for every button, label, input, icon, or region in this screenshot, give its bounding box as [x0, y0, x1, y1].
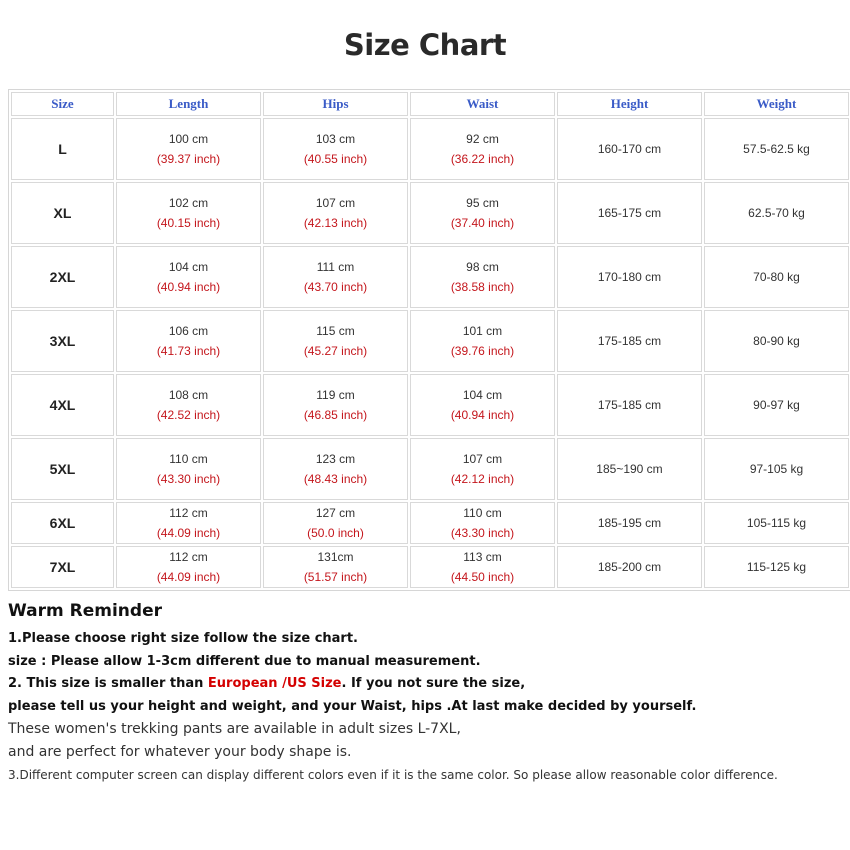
hips-cell — [263, 182, 408, 244]
length-cell — [116, 502, 261, 544]
waist-inch-value: (44.50 inch) — [450, 570, 515, 584]
reminder-line-7: 3.Different computer screen can display different colors even if it is the same color. So please allow reasonable color difference. — [8, 768, 778, 782]
weight-cell: 115-125 kg — [704, 546, 849, 588]
length-cell — [116, 246, 261, 308]
waist-inch-value: (36.22 inch) — [450, 152, 515, 166]
table-row — [11, 502, 849, 544]
waist-cell — [410, 246, 555, 308]
hips-inch-value: (46.85 inch) — [303, 408, 368, 422]
table-row — [11, 546, 849, 588]
length-inch-value: (40.94 inch) — [156, 280, 221, 294]
waist-inch-value: (43.30 inch) — [450, 526, 515, 540]
length-cell — [116, 310, 261, 372]
length-cm-value: 110 cm — [169, 452, 208, 466]
weight-cell: 105-115 kg — [704, 502, 849, 544]
length-inch-value: (41.73 inch) — [156, 344, 221, 358]
reminder-line-6: and are perfect for whatever your body shape is. — [8, 743, 352, 760]
length-cm-value: 112 cm — [169, 550, 208, 564]
weight-cell: 97-105 kg — [704, 438, 849, 500]
hips-inch-value: (40.55 inch) — [303, 152, 368, 166]
height-cell: 175-185 cm — [557, 310, 702, 372]
waist-cm-value: 113 cm — [463, 550, 502, 564]
waist-inch-value: (40.94 inch) — [450, 408, 515, 422]
reminder-line-2: size : Please allow 1-3cm different due to manual measurement. — [8, 653, 481, 669]
weight-cell: 80-90 kg — [704, 310, 849, 372]
size-cell: 3XL — [11, 310, 114, 372]
hips-inch-value: (42.13 inch) — [303, 216, 368, 230]
size-cell: 5XL — [11, 438, 114, 500]
waist-cm-value: 95 cm — [466, 196, 499, 210]
height-cell: 170-180 cm — [557, 246, 702, 308]
size-cell: 7XL — [11, 546, 114, 588]
european-us-size-highlight: European /US Size — [207, 676, 342, 691]
reminder-heading: Warm Reminder — [8, 601, 162, 621]
table-header-row — [11, 92, 849, 116]
length-cell — [116, 374, 261, 436]
warm-reminder — [8, 600, 842, 787]
waist-cell — [410, 438, 555, 500]
table-row — [11, 438, 849, 500]
waist-cell — [410, 310, 555, 372]
waist-cm-value: 110 cm — [463, 506, 502, 520]
hips-inch-value: (51.57 inch) — [303, 570, 368, 584]
height-cell: 160-170 cm — [557, 118, 702, 180]
hips-cm-value: 123 cm — [315, 452, 356, 466]
length-inch-value: (40.15 inch) — [156, 216, 221, 230]
length-cm-value: 102 cm — [168, 196, 209, 210]
length-cell — [116, 438, 261, 500]
weight-cell: 90-97 kg — [704, 374, 849, 436]
length-inch-value: (44.09 inch) — [156, 570, 221, 584]
waist-cm-value: 104 cm — [462, 388, 503, 402]
length-cm-value: 100 cm — [168, 132, 209, 146]
table-row — [11, 246, 849, 308]
length-cm-value: 108 cm — [168, 388, 209, 402]
length-cm-value: 106 cm — [168, 324, 209, 338]
reminder-line-1: 1.Please choose right size follow the size chart. — [8, 631, 358, 646]
column-header-size: Size — [11, 92, 114, 116]
waist-cell — [410, 502, 555, 544]
table-row — [11, 310, 849, 372]
hips-inch-value: (48.43 inch) — [303, 472, 368, 486]
weight-cell: 70-80 kg — [704, 246, 849, 308]
column-header-length: Length — [116, 92, 261, 116]
hips-inch-value: (45.27 inch) — [303, 344, 368, 358]
hips-cm-value: 103 cm — [315, 132, 356, 146]
height-cell: 185-195 cm — [557, 502, 702, 544]
table-body — [11, 118, 849, 588]
hips-cell — [263, 310, 408, 372]
height-cell: 185-200 cm — [557, 546, 702, 588]
column-header-waist: Waist — [410, 92, 555, 116]
table-row — [11, 118, 849, 180]
reminder-line-4: please tell us your height and weight, and your Waist, hips .At last make decided by yourself. — [8, 698, 697, 714]
hips-cell — [263, 438, 408, 500]
waist-cm-value: 101 cm — [462, 324, 503, 338]
length-cell — [116, 118, 261, 180]
length-cell — [116, 546, 261, 588]
height-cell: 165-175 cm — [557, 182, 702, 244]
hips-cm-value: 131cm — [317, 550, 354, 564]
length-inch-value: (39.37 inch) — [156, 152, 221, 166]
hips-inch-value: (50.0 inch) — [307, 526, 364, 540]
waist-cell — [410, 118, 555, 180]
hips-cm-value: 119 cm — [316, 388, 355, 402]
waist-cell — [410, 374, 555, 436]
reminder-line-3-start: 2. This size is smaller than — [8, 676, 208, 691]
length-inch-value: (44.09 inch) — [156, 526, 221, 540]
hips-inch-value: (43.70 inch) — [303, 280, 368, 294]
reminder-line-3 — [8, 673, 842, 696]
waist-inch-value: (38.58 inch) — [450, 280, 515, 294]
waist-cell — [410, 546, 555, 588]
waist-cm-value: 92 cm — [466, 132, 499, 146]
hips-cell — [263, 246, 408, 308]
waist-inch-value: (37.40 inch) — [450, 216, 515, 230]
weight-cell: 57.5-62.5 kg — [704, 118, 849, 180]
height-cell: 175-185 cm — [557, 374, 702, 436]
length-inch-value: (43.30 inch) — [156, 472, 221, 486]
length-cm-value: 112 cm — [169, 506, 208, 520]
page-title: Size Chart — [343, 28, 507, 62]
weight-cell: 62.5-70 kg — [704, 182, 849, 244]
hips-cell — [263, 546, 408, 588]
size-cell: 4XL — [11, 374, 114, 436]
size-chart-table — [8, 89, 850, 591]
hips-cm-value: 111 cm — [316, 260, 355, 274]
waist-inch-value: (39.76 inch) — [450, 344, 515, 358]
waist-cm-value: 107 cm — [462, 452, 503, 466]
reminder-line-3-end: . If you not sure the size, — [341, 676, 526, 691]
column-header-weight: Weight — [704, 92, 849, 116]
hips-cell — [263, 118, 408, 180]
length-cm-value: 104 cm — [168, 260, 209, 274]
hips-cell — [263, 502, 408, 544]
height-cell: 185~190 cm — [557, 438, 702, 500]
size-cell: 6XL — [11, 502, 114, 544]
hips-cell — [263, 374, 408, 436]
hips-cm-value: 127 cm — [315, 506, 356, 520]
size-cell: L — [11, 118, 114, 180]
size-cell: 2XL — [11, 246, 114, 308]
table-row — [11, 374, 849, 436]
length-cell — [116, 182, 261, 244]
hips-cm-value: 115 cm — [316, 324, 355, 338]
column-header-height: Height — [557, 92, 702, 116]
hips-cm-value: 107 cm — [315, 196, 356, 210]
length-inch-value: (42.52 inch) — [156, 408, 221, 422]
waist-cm-value: 98 cm — [466, 260, 499, 274]
waist-inch-value: (42.12 inch) — [450, 472, 515, 486]
table-row — [11, 182, 849, 244]
column-header-hips: Hips — [263, 92, 408, 116]
size-cell: XL — [11, 182, 114, 244]
reminder-line-5: These women's trekking pants are available in adult sizes L-7XL, — [8, 721, 461, 737]
waist-cell — [410, 182, 555, 244]
